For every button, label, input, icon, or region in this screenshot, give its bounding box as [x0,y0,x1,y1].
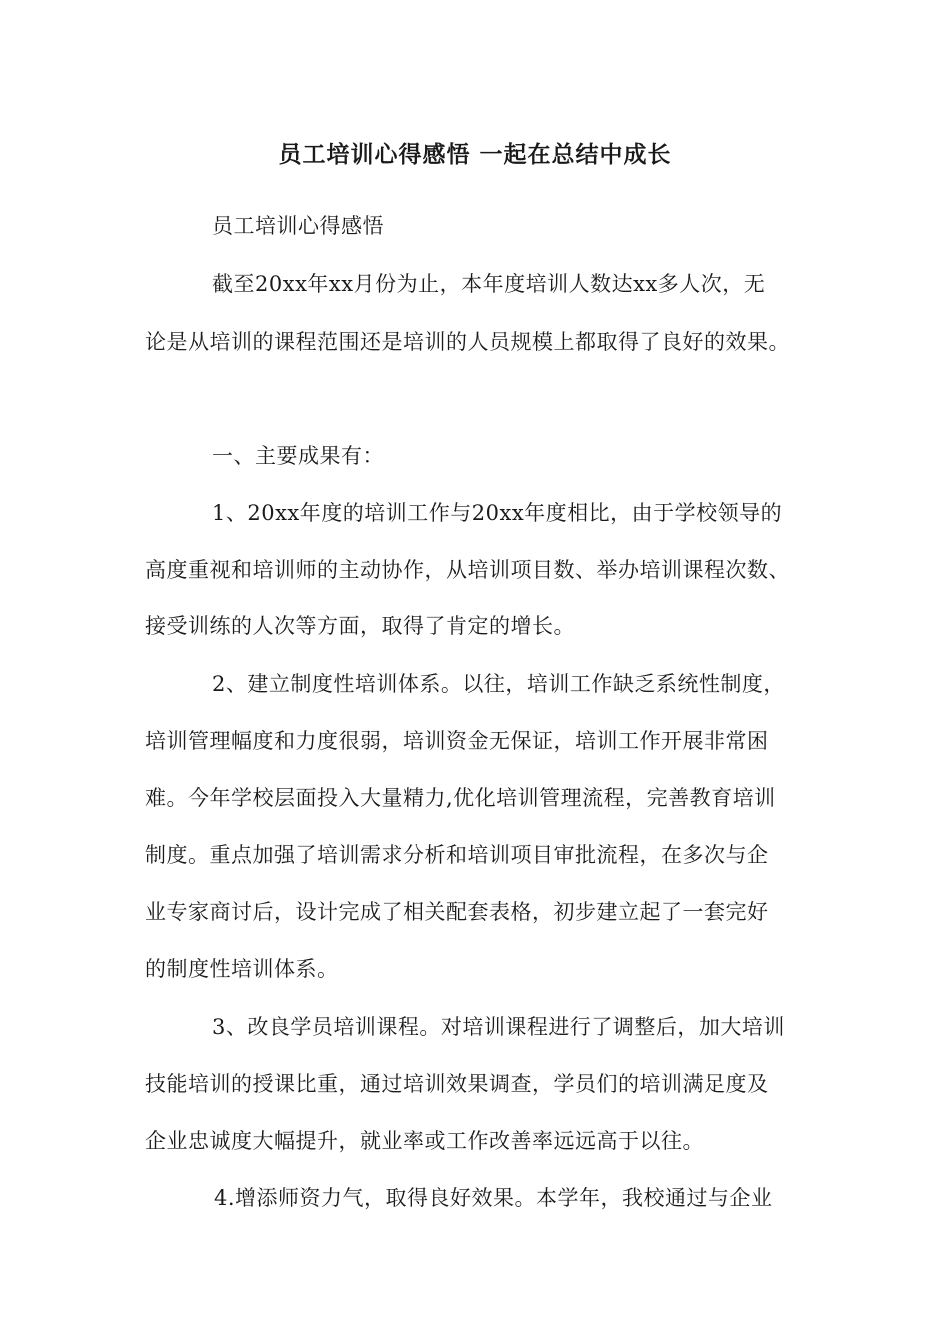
item3-line-1: 3、改良学员培训课程。对培训课程进行了调整后，加大培训 [212,1015,785,1039]
item2-line-2: 培训管理幅度和力度很弱，培训资金无保证，培训工作开展非常困 [145,729,769,753]
section-heading: 一、主要成果有： [212,444,384,468]
item3-line-3: 企业忠诚度大幅提升，就业率或工作改善率远远高于以往。 [145,1129,704,1153]
item1-line-3: 接受训练的人次等方面，取得了肯定的增长。 [145,614,575,638]
item1-line-2: 高度重视和培训师的主动协作，从培训项目数、举办培训课程次数、 [145,558,790,582]
item1-line-1: 1、20xx年度的培训工作与20xx年度相比，由于学校领导的 [212,501,783,525]
item4-line-1: 4.增添师资力气，取得良好效果。本学年，我校通过与企业 [214,1186,773,1210]
item2-line-5: 业专家商讨后，设计完成了相关配套表格，初步建立起了一套完好 [145,900,769,924]
item2-line-4: 制度。重点加强了培训需求分析和培训项目审批流程，在多次与企 [145,843,769,867]
item3-line-2: 技能培训的授课比重，通过培训效果调查，学员们的培训满足度及 [145,1072,769,1096]
document-subtitle: 员工培训心得感悟 [212,214,384,238]
document-title: 员工培训心得感悟 一起在总结中成长 [278,141,672,168]
item2-line-3: 难。今年学校层面投入大量精力,优化培训管理流程，完善教育培训 [145,786,776,810]
intro-line-1: 截至20xx年xx月份为止，本年度培训人数达xx多人次，无 [212,272,766,296]
item2-line-1: 2、建立制度性培训体系。以往，培训工作缺乏系统性制度， [212,672,785,696]
intro-line-2: 论是从培训的课程范围还是培训的人员规模上都取得了良好的效果。 [145,330,790,354]
item2-line-6: 的制度性培训体系。 [145,957,339,981]
